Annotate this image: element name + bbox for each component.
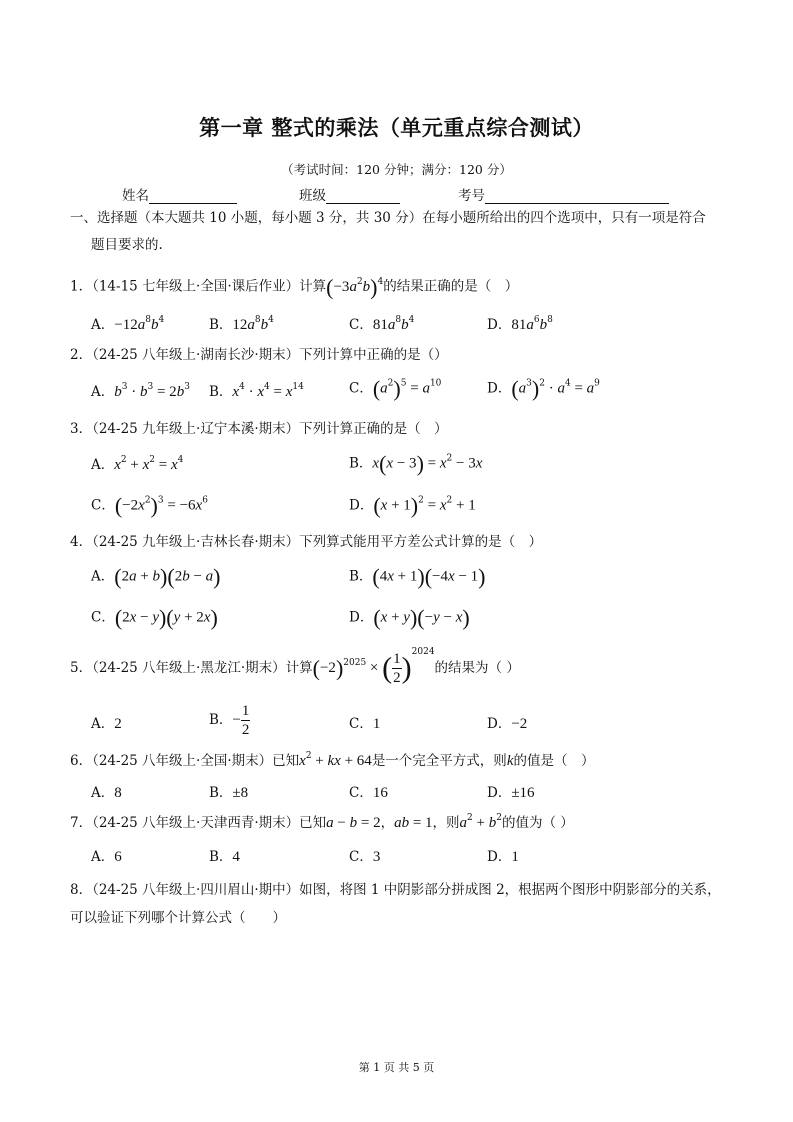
option-label: A． [91, 384, 115, 400]
question-text-mid: ， [380, 815, 395, 831]
option-label: B． [209, 785, 233, 801]
number-blank[interactable] [485, 189, 669, 204]
option-label: A． [91, 849, 115, 865]
option-b[interactable]: B．(4x + 1)(−4x − 1) [349, 564, 486, 589]
option-label: A． [91, 457, 115, 473]
option-d[interactable]: D．(x + y)(−y − x) [349, 605, 470, 630]
question-number: 6． [70, 753, 93, 769]
option-value: 1 [511, 849, 519, 865]
option-label: D． [487, 716, 512, 732]
section-heading: 一、选择题（本大题共 10 小题，每小题 3 分，共 30 分）在每小题所给出的四个选项中，只有一项是符合 [70, 210, 706, 226]
question-8-cont: 可以验证下列哪个计算公式（ ） [70, 910, 286, 926]
question-number: 7． [70, 815, 93, 831]
math-expression: $a^2 + b^2$ [459, 813, 502, 831]
question-number: 8． [70, 882, 93, 898]
option-label: C． [349, 317, 373, 333]
page-title: 第一章 整式的乘法（单元重点综合测试） [199, 116, 594, 140]
question-text-mid: 是一个完全平方式，则 [371, 753, 507, 769]
option-a[interactable] [91, 712, 122, 733]
option-value: 3 [372, 849, 381, 865]
question-2 [70, 343, 448, 363]
math-expression: $x^2$ + kx + 64 [299, 751, 372, 769]
option-value: 1 [372, 716, 381, 732]
option-label: A． [91, 716, 115, 732]
option-a[interactable]: A．$-12a^8b^4$ [91, 315, 165, 333]
option-label: C． [349, 849, 373, 865]
question-text-tail: 的值是（ ） [513, 753, 595, 769]
option-b[interactable]: B．$x^4 \cdot x^4 = x^{14}$ [209, 382, 304, 400]
option-label: B． [349, 455, 373, 472]
option-label: A． [91, 317, 115, 333]
option-value: 6 [114, 849, 122, 865]
option-b[interactable]: B．$x(x - 3) = x^2 - 3x$ [349, 451, 483, 476]
option-label: C． [349, 785, 373, 801]
option-d[interactable] [487, 781, 535, 802]
question-3 [70, 417, 448, 437]
option-c[interactable]: C．$(a^2)^5 = a^{10}$ [349, 376, 442, 401]
option-value: 4 [232, 849, 240, 865]
exam-duration: （考试时间：120 分钟；满分：120 分） [281, 162, 512, 177]
question-5 [70, 647, 520, 687]
option-a[interactable] [91, 781, 122, 802]
option-label: B． [209, 849, 233, 865]
class-blank[interactable] [326, 189, 400, 204]
question-7 [70, 811, 574, 832]
question-number: 4． [70, 534, 93, 550]
option-c[interactable]: C．(2x − y)(y + 2x) [91, 605, 218, 630]
question-text-mid: ，则 [432, 815, 460, 831]
option-c[interactable] [349, 845, 380, 866]
class-field[interactable] [299, 184, 400, 204]
question-text: （24-25 八年级上·全国·期末）已知 [92, 753, 300, 769]
question-6 [70, 749, 594, 770]
option-c[interactable] [349, 781, 388, 802]
math-expression: a − b = 2 [326, 815, 381, 831]
option-label: B． [349, 568, 373, 585]
option-d[interactable]: D．$81a^6b^8$ [487, 315, 553, 333]
option-b[interactable]: B．− $\frac{1}{2}$ [209, 703, 250, 738]
option-label: D． [349, 609, 374, 626]
option-b[interactable] [209, 845, 240, 866]
question-text: （14-15 七年级上·全国·课后作业）计算 [92, 278, 327, 295]
question-text-tail: 的结果正确的是（ ） [383, 278, 519, 295]
option-label: B． [209, 317, 233, 333]
question-text: （24-25 九年级上·吉林长春·期末）下列算式能用平方差公式计算的是（ ） [92, 534, 543, 550]
question-text: （24-25 八年级上·四川眉山·期中）如图，将图 1 中阴影部分拼成图 2，根据两个图形中阴影部分的关系， [92, 882, 721, 898]
name-label: 姓名 [122, 188, 149, 204]
question-number: 1． [70, 278, 93, 295]
option-label: C． [349, 716, 373, 732]
option-label: A． [91, 568, 115, 585]
option-a[interactable]: A．$b^3 \cdot b^3 = 2b^3$ [91, 382, 190, 400]
option-a[interactable]: A．$x^2 + x^2 = x^4$ [91, 455, 184, 473]
option-b[interactable]: B．$12a^8b^4$ [209, 315, 274, 333]
question-text: （24-25 八年级上·湖南长沙·期末）下列计算中正确的是（） [92, 347, 448, 363]
question-number: 2． [70, 347, 93, 363]
option-d[interactable]: D．−2 [487, 716, 528, 732]
question-1 [70, 274, 518, 300]
math-variable: k [506, 753, 514, 769]
option-value: 2 [114, 716, 122, 732]
option-label: B． [209, 712, 233, 728]
option-value: ±8 [232, 785, 249, 801]
question-text: （24-25 九年级上·辽宁本溪·期末）下列计算正确的是（ ） [92, 421, 448, 437]
question-text: （24-25 八年级上·天津西青·期末）已知 [92, 815, 327, 831]
option-a[interactable]: A．(2a + b)(2b − a) [91, 564, 221, 589]
question-number: 5． [70, 660, 93, 676]
option-label: D． [349, 497, 374, 514]
math-expression: $(-2)^{2025}$ × ( $\frac{1}{2}$ )$^{2024}$ [312, 647, 435, 686]
option-label: C． [349, 380, 373, 397]
option-label: C． [91, 609, 115, 626]
section-heading-cont: 题目要求的. [91, 237, 163, 253]
question-8 [70, 878, 721, 898]
question-text-tail: 的值为（ ） [501, 815, 574, 831]
option-label: D． [487, 317, 512, 333]
page-footer: 第 1 页 共 5 页 [358, 1061, 435, 1074]
option-c[interactable]: C．$(-2x^2)^3 = -6x^6$ [91, 493, 208, 518]
option-label: A． [91, 785, 115, 801]
name-blank[interactable] [149, 189, 237, 204]
name-field[interactable] [122, 184, 237, 204]
option-d[interactable]: D．$(a^3)^2 \cdot a^4 = a^9$ [487, 376, 600, 401]
number-label: 考号 [458, 188, 485, 204]
question-text: （24-25 八年级上·黑龙江·期末）计算 [92, 660, 313, 676]
option-label: D． [487, 785, 512, 801]
option-label: C． [91, 497, 115, 514]
option-label: B． [209, 384, 233, 400]
option-c[interactable] [349, 712, 380, 733]
option-d[interactable]: D．$(x + 1)^2 = x^2 + 1$ [349, 493, 476, 518]
question-4 [70, 530, 542, 550]
question-text-tail: 的结果为（ ） [434, 660, 520, 676]
question-number: 3． [70, 421, 93, 437]
option-value: ±16 [511, 785, 535, 801]
option-d[interactable] [487, 845, 519, 866]
option-c[interactable]: C．$81a^8b^4$ [349, 315, 415, 333]
number-field[interactable] [458, 184, 669, 204]
option-value: 16 [372, 785, 388, 801]
option-value: 8 [114, 785, 122, 801]
option-label: D． [487, 849, 512, 865]
option-label: D． [487, 380, 512, 397]
class-label: 班级 [299, 188, 326, 204]
option-b[interactable] [209, 781, 248, 802]
math-expression: $(-3a^2b)^4$ [326, 274, 384, 299]
option-a[interactable] [91, 845, 122, 866]
math-expression: ab = 1 [394, 815, 433, 831]
